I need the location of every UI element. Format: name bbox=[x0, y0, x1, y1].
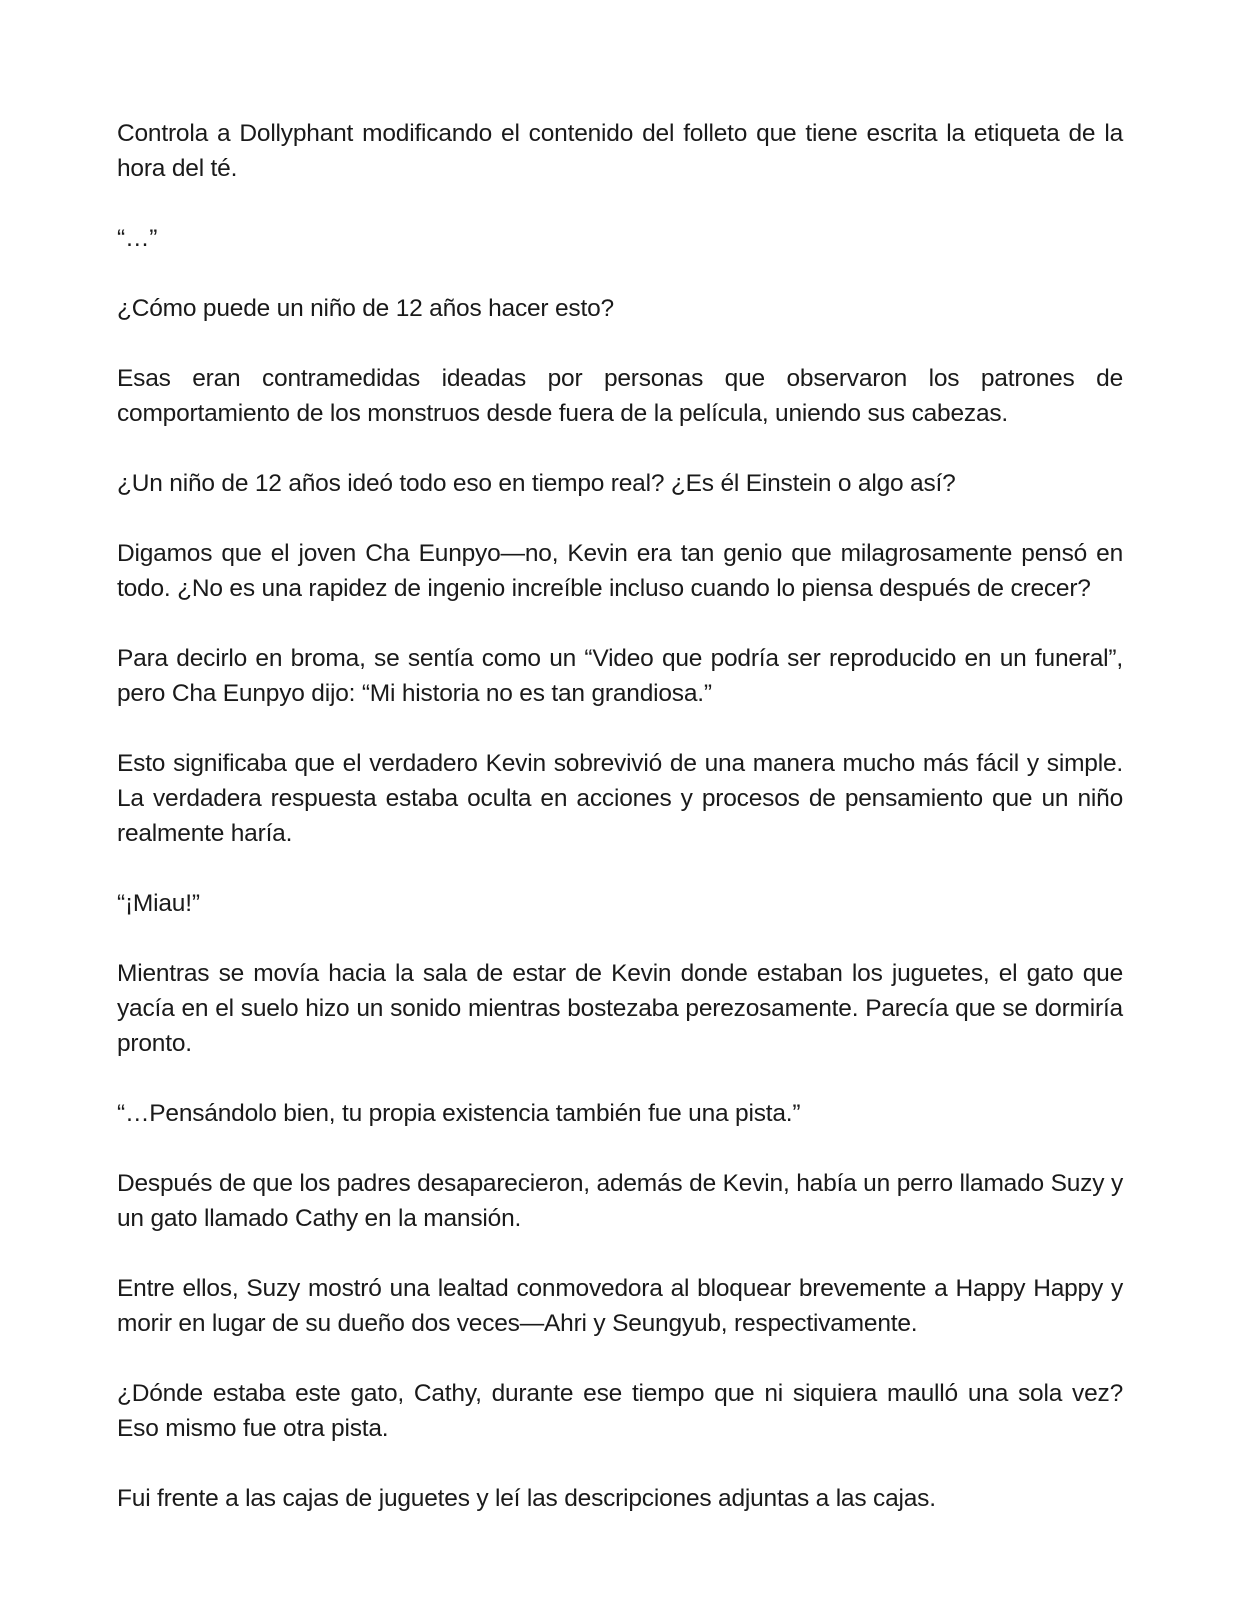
paragraph-9: “¡Miau!” bbox=[117, 890, 200, 917]
paragraph-11: “…Pensándolo bien, tu propia existencia también fue una pista.” bbox=[117, 1100, 801, 1127]
paragraph-3: ¿Cómo puede un niño de 12 años hacer esto? bbox=[117, 295, 614, 322]
paragraph-4: Esas eran contramedidas ideadas por personas que observaron los patrones de comportamiento de los monstruos desde fuera de la película, uniendo sus cabezas. bbox=[117, 365, 1123, 427]
paragraph-7: Para decirlo en broma, se sentía como un “Video que podría ser reproducido en un funeral”, pero Cha Eunpyo dijo: “Mi historia no es tan grandiosa.” bbox=[117, 645, 1123, 707]
document-page bbox=[117, 116, 1123, 1551]
paragraph-6: Digamos que el joven Cha Eunpyo—no, Kevin era tan genio que milagrosamente pensó en todo. ¿No es una rapidez de ingenio increíble incluso cuando lo piensa después de crecer? bbox=[117, 540, 1123, 602]
paragraph-12: Después de que los padres desaparecieron, además de Kevin, había un perro llamado Suzy y un gato llamado Cathy en la mansión. bbox=[117, 1170, 1123, 1232]
paragraph-15: Fui frente a las cajas de juguetes y leí las descripciones adjuntas a las cajas. bbox=[117, 1485, 936, 1512]
paragraph-1: Controla a Dollyphant modificando el contenido del folleto que tiene escrita la etiqueta de la hora del té. bbox=[117, 120, 1123, 182]
paragraph-10: Mientras se movía hacia la sala de estar de Kevin donde estaban los juguetes, el gato que yacía en el suelo hizo un sonido mientras bostezaba perezosamente. Parecía que se dormiría pronto. bbox=[117, 960, 1123, 1057]
paragraph-5: ¿Un niño de 12 años ideó todo eso en tiempo real? ¿Es él Einstein o algo así? bbox=[117, 470, 956, 497]
paragraph-8: Esto significaba que el verdadero Kevin sobrevivió de una manera mucho más fácil y simple. La verdadera respuesta estaba oculta en acciones y procesos de pensamiento que un niño realmente haría. bbox=[117, 750, 1123, 847]
paragraph-13: Entre ellos, Suzy mostró una lealtad conmovedora al bloquear brevemente a Happy Happy y morir en lugar de su dueño dos veces—Ahri y Seungyub, respectivamente. bbox=[117, 1275, 1123, 1337]
paragraph-2: “…” bbox=[117, 225, 158, 252]
paragraph-14: ¿Dónde estaba este gato, Cathy, durante ese tiempo que ni siquiera maulló una sola vez? Eso mismo fue otra pista. bbox=[117, 1380, 1123, 1442]
